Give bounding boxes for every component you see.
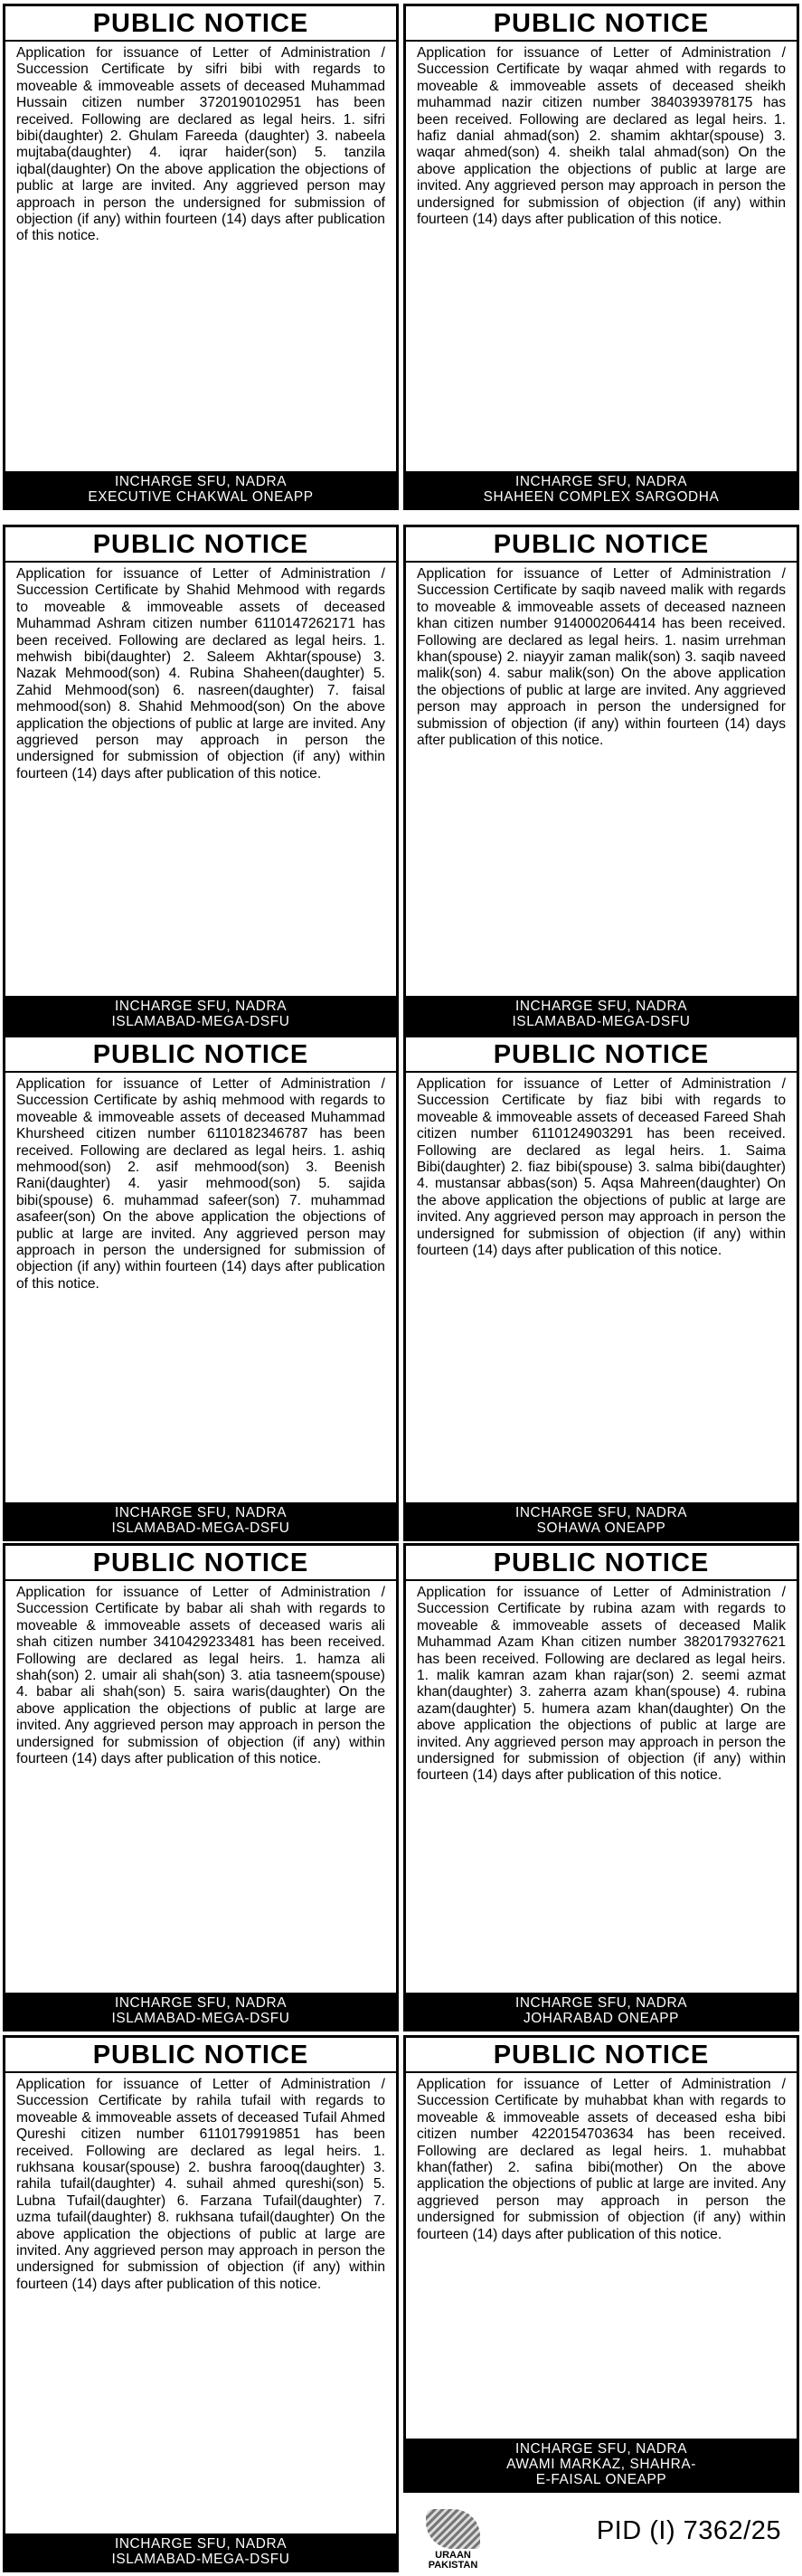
logo-emblem-icon <box>426 2509 480 2549</box>
notice-footer <box>5 1502 396 1539</box>
footer-line: INCHARGE SFU, NADRA <box>514 1505 688 1520</box>
public-notice-7 <box>3 1543 399 2031</box>
public-notice-10 <box>403 2035 799 2493</box>
notice-title: PUBLIC NOTICE <box>5 6 396 42</box>
uraan-pakistan-logo <box>403 2498 503 2571</box>
footer-line: INCHARGE SFU, NADRA <box>514 2441 688 2457</box>
notice-title: PUBLIC NOTICE <box>5 1037 396 1073</box>
footer-line: EXECUTIVE CHAKWAL ONEAPP <box>88 489 314 505</box>
footer-line: ISLAMABAD-MEGA-DSFU <box>111 2011 290 2026</box>
footer-line: ISLAMABAD-MEGA-DSFU <box>111 1520 290 1536</box>
notice-footer <box>5 2533 396 2570</box>
footer-line: AWAMI MARKAZ, SHAHRA- <box>506 2457 696 2472</box>
public-notice-3 <box>3 525 399 1035</box>
footer-line: SOHAWA ONEAPP <box>536 1520 666 1536</box>
footer-line: ISLAMABAD-MEGA-DSFU <box>111 2552 290 2567</box>
notice-title: PUBLIC NOTICE <box>406 2038 797 2073</box>
notice-body: Application for issuance of Letter of Administration / Succession Certificate by Shahid Mehmood with regards to moveable & immoveable assets of deceased Muhammad Ashram citizen number 6110147262171 has been received. Following are declared as legal heirs. 1. mehwish bibi(daughter) 2. Saleem Akhtar(spouse) 3. Nazak Mehmood(son) 4. Rubina Shaheen(daughter) 5. Zahid Mehmood(son) 6. nasreen(daughter) 7. faisal mehmood(son) 8. Shahid Mehmood(son) On the above application the objections of public at large are invited. Any aggrieved person may approach in person the undersigned for submission of objection (if any) within fourteen (14) days after publication of this notice. <box>16 566 385 781</box>
public-notice-5 <box>3 1035 399 1541</box>
notice-title: PUBLIC NOTICE <box>406 527 797 563</box>
notice-body: Application for issuance of Letter of Administration / Succession Certificate by sifri bibi with regards to moveable & immoveable assets of deceased Muhammad Hussain citizen number 3720190102951 has been received. Following are declared as legal heirs. 1. sifri bibi(daughter) 2. Ghulam Fareeda (daughter) 3. nabeela mujtaba(daughter) 4. iqrar haider(son) 5. tanzila iqbal(daughter) On the above application the objections of public at large are invited. Any aggrieved person may approach in person the undersigned for submission of objection (if any) within fourteen (14) days after publication of this notice. <box>16 45 385 244</box>
notice-footer <box>5 471 396 507</box>
footer-line: INCHARGE SFU, NADRA <box>114 2536 288 2552</box>
notice-footer <box>5 996 396 1032</box>
notice-footer <box>406 2439 797 2490</box>
footer-line: INCHARGE SFU, NADRA <box>114 1505 288 1520</box>
public-notice-2 <box>403 4 799 510</box>
publication-footer <box>403 2496 799 2572</box>
footer-line: SHAHEEN COMPLEX SARGODHA <box>483 489 720 505</box>
footer-line: JOHARABAD ONEAPP <box>523 2011 680 2026</box>
notice-body: Application for issuance of Letter of Administration / Succession Certificate by babar ali shah with regards to moveable & immoveable assets of deceased waris ali shah citizen number 3410429233481 has been received. Following are declared as legal heirs. 1. hamza ali shah(son) 2. umair ali shah(son) 3. atia tasneem(spouse) 4. babar ali shah(son) 5. saira waris(daughter) On the above application the objections of public at large are invited. Any aggrieved person may approach in person the undersigned for submission of objection (if any) within fourteen (14) days after publication of this notice. <box>16 1585 385 1767</box>
public-notice-1 <box>3 4 399 510</box>
notice-body: Application for issuance of Letter of Administration / Succession Certificate by saqib naveed malik with regards to moveable & immoveable assets of deceased nazneen khan citizen number 9140002064414 has been received. Following are declared as legal heirs. 1. nasim urrehman khan(spouse) 2. niayyir zaman malik(son) 3. saqib naveed malik(son) 4. sabur malik(son) On the above application the objections of public at large are invited. Any aggrieved person may approach in person the undersigned for submission of objection (if any) within fourteen (14) days after publication of this notice. <box>417 566 786 749</box>
footer-line: ISLAMABAD-MEGA-DSFU <box>512 1014 691 1029</box>
notice-footer <box>406 996 797 1032</box>
footer-line: E-FAISAL ONEAPP <box>535 2472 667 2487</box>
notice-body: Application for issuance of Letter of Administration / Succession Certificate by waqar ahmed with regards to moveable & immoveable assets of deceased sheikh muhammad nazir citizen number 3840393978175 has been received. Following are declared as legal heirs. 1. hafiz danial ahmad(son) 2. shamim akhtar(spouse) 3. waqar ahmed(son) 4. sheikh talal ahmad(son) On the above application the objections of public at large are invited. Any aggrieved person may approach in person the undersigned for submission of objection (if any) within fourteen (14) days after publication of this notice. <box>417 45 786 228</box>
notice-title: PUBLIC NOTICE <box>406 6 797 42</box>
notice-body: Application for issuance of Letter of Administration / Succession Certificate by muhabbat khan with regards to moveable & immoveable assets of deceased esha bibi citizen number 4220154703634 has been received. Following are declared as legal heirs. 1. muhabbat khan(father) 2. safina bibi(mother) On the above application the objections of public at large are invited. Any aggrieved person may approach in person the undersigned for submission of objection (if any) within fourteen (14) days after publication of this notice. <box>417 2077 786 2242</box>
notice-title: PUBLIC NOTICE <box>5 2038 396 2073</box>
notice-body: Application for issuance of Letter of Administration / Succession Certificate by rahila tufail with regards to moveable & immoveable assets of deceased Tufail Ahmed Qureshi citizen number 6110179919851 has been received. Following are declared as legal heirs. 1. rukhsana kousar(spouse) 2. bushra farooq(daughter) 3. rahila tufail(daughter) 4. suhail ahmed qureshi(son) 5. Lubna Tufail(daughter) 6. Farzana Tufail(daughter) 7. uzma tufail(daughter) 8. rukhsana tufail(daughter) On the above application the objections of public at large are invited. Any aggrieved person may approach in person the undersigned for submission of objection (if any) within fourteen (14) days after publication of this notice. <box>16 2077 385 2292</box>
public-notice-6 <box>403 1035 799 1541</box>
footer-line: INCHARGE SFU, NADRA <box>114 999 288 1014</box>
notice-footer <box>406 1502 797 1539</box>
logo-text <box>429 2551 478 2571</box>
public-notice-8 <box>403 1543 799 2031</box>
footer-line: INCHARGE SFU, NADRA <box>514 1995 688 2011</box>
notice-title: PUBLIC NOTICE <box>406 1546 797 1581</box>
footer-line: ISLAMABAD-MEGA-DSFU <box>111 1014 290 1029</box>
footer-line: INCHARGE SFU, NADRA <box>114 1995 288 2011</box>
footer-line: INCHARGE SFU, NADRA <box>514 999 688 1014</box>
notice-body: Application for issuance of Letter of Administration / Succession Certificate by ashiq mehmood with regards to moveable & immoveable assets of deceased Muhammad Khursheed citizen number 6110182346787 has been received. Following are declared as legal heirs. 1. ashiq mehmood(son) 2. asif mehmood(son) 3. Beenish Rani(daughter) 4. yasir mehmood(son) 5. sajida bibi(spouse) 6. muhammad safeer(son) 7. muhammad asafeer(son) On the above application the objections of public at large are invited. Any aggrieved person may approach in person the undersigned for submission of objection (if any) within fourteen (14) days after publication of this notice. <box>16 1076 385 1292</box>
notice-footer <box>406 1993 797 2029</box>
public-notice-4 <box>403 525 799 1035</box>
notice-title: PUBLIC NOTICE <box>5 1546 396 1581</box>
notice-footer <box>406 471 797 507</box>
notice-body: Application for issuance of Letter of Administration / Succession Certificate by fiaz bibi with regards to moveable & immoveable assets of deceased Fareed Shah citizen number 6110124903291 has been received. Following are declared as legal heirs. 1. Saima Bibi(daughter) 2. fiaz bibi(spouse) 3. salma bibi(daughter) 4. mustansar abbas(son) 5. Aqsa Mahreen(daughter) On the above application the objections of public at large are invited. Any aggrieved person may approach in person the undersigned for submission of objection (if any) within fourteen (14) days after publication of this notice. <box>417 1076 786 1259</box>
footer-line: INCHARGE SFU, NADRA <box>514 474 688 489</box>
logo-line: PAKISTAN <box>428 2560 478 2571</box>
notice-body: Application for issuance of Letter of Administration / Succession Certificate by rubina azam with regards to moveable & immoveable assets of deceased Malik Muhammad Azam Khan citizen number 3820179327621 has been received. Following are declared as legal heirs. 1. malik kamran azam khan rajar(son) 2. seemi azmat khan(daughter) 3. zaherra azam khan(spouse) 4. rubina azam(daughter) 5. humera azam khan(daughter) On the above application the objections of public at large are invited. Any aggrieved person may approach in person the undersigned for submission of objection (if any) within fourteen (14) days after publication of this notice. <box>417 1585 786 1784</box>
notice-title: PUBLIC NOTICE <box>406 1037 797 1073</box>
notice-title: PUBLIC NOTICE <box>5 527 396 563</box>
public-notice-9 <box>3 2035 399 2572</box>
notice-footer <box>5 1993 396 2029</box>
footer-line: INCHARGE SFU, NADRA <box>114 474 288 489</box>
pid-number: PID (I) 7362/25 <box>596 2516 781 2545</box>
logo-line: URAAN <box>435 2550 471 2561</box>
